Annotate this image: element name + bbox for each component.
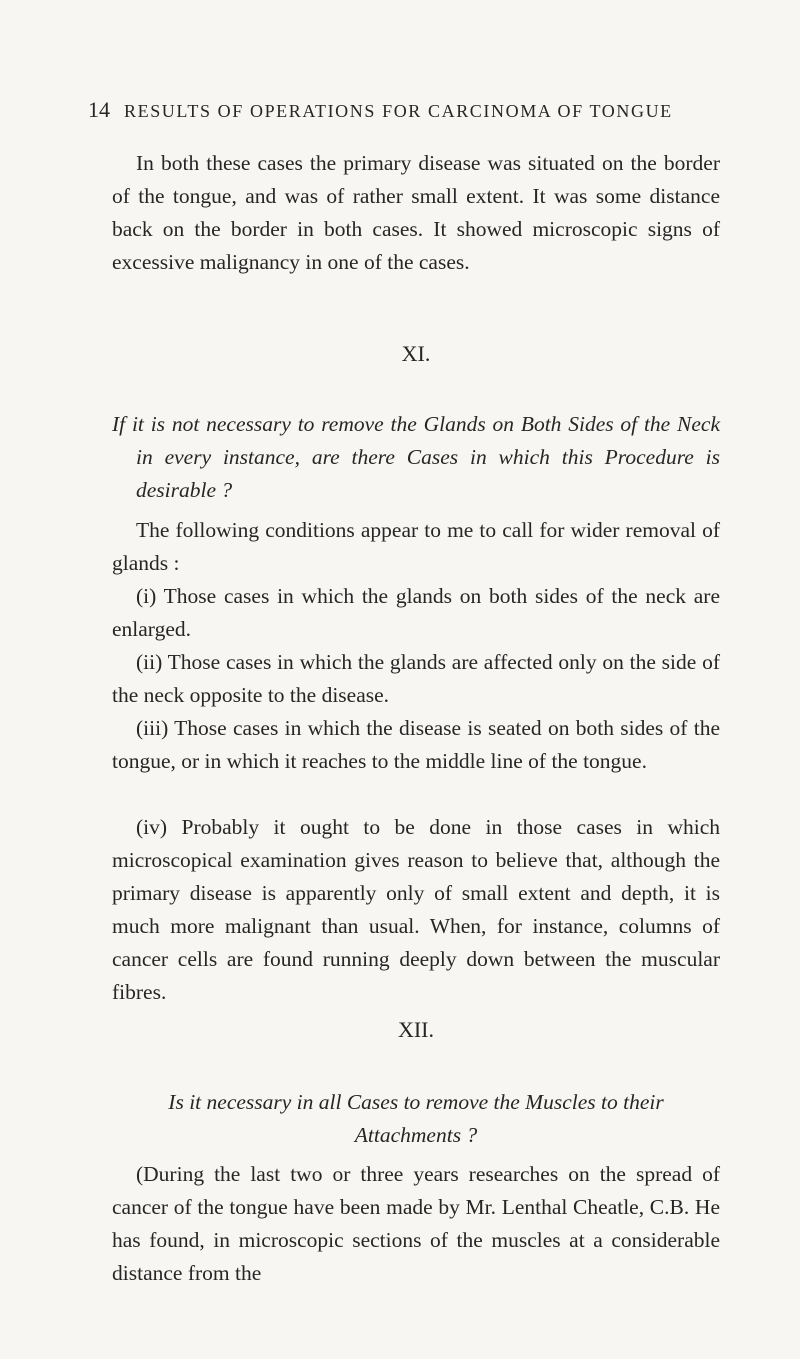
condition-iv-paragraph: (iv) Probably it ought to be done in those cases in which microscopical examination gives reason to believe that, although the primary disease is apparently only of small extent and depth, it is much more malignant than usual. When, for instance, columns of cancer cells are found running deeply down between the muscular fibres. (112, 815, 720, 1004)
section-xii-question-line-2: Attachments ? (354, 1123, 478, 1147)
running-title: RESULTS OF OPERATIONS FOR CARCINOMA OF TONGUE (124, 101, 673, 121)
section-xii-numeral: XII. (397, 1017, 435, 1042)
intro-paragraph: In both these cases the primary disease was situated on the border of the tongue, and was of rather small extent. It was some distance back on the border in both cases. It showed microscopic signs of excessive malignancy in one of the cases. (112, 151, 720, 274)
running-head (88, 97, 728, 123)
section-xi-question (112, 408, 720, 507)
conditions-intro-paragraph: The following conditions appear to me to call for wider removal of glands : (112, 518, 720, 575)
section-xi-question-text: If it is not necessary to remove the Glands on Both Sides of the Neck in every instance, are there Cases in which this Procedure is desirable ? (112, 412, 720, 502)
page-number: 14 (88, 97, 110, 122)
section-xi-numeral: XI. (401, 341, 431, 366)
condition-iii-paragraph: (iii) Those cases in which the disease is seated on both sides of the tongue, or in which it reaches to the middle line of the tongue. (112, 716, 720, 773)
section-xii-question (112, 1086, 720, 1152)
condition-i-paragraph: (i) Those cases in which the glands on both sides of the neck are enlarged. (112, 584, 720, 641)
condition-ii-paragraph: (ii) Those cases in which the glands are affected only on the side of the neck opposite to the disease. (112, 650, 720, 707)
researches-paragraph: (During the last two or three years researches on the spread of cancer of the tongue have been made by Mr. Lenthal Cheatle, C.B. He has found, in microscopic sections of the muscles at a considerable distance from the (112, 1162, 720, 1285)
section-xii-question-line-1: Is it necessary in all Cases to remove the Muscles to their (168, 1090, 664, 1114)
